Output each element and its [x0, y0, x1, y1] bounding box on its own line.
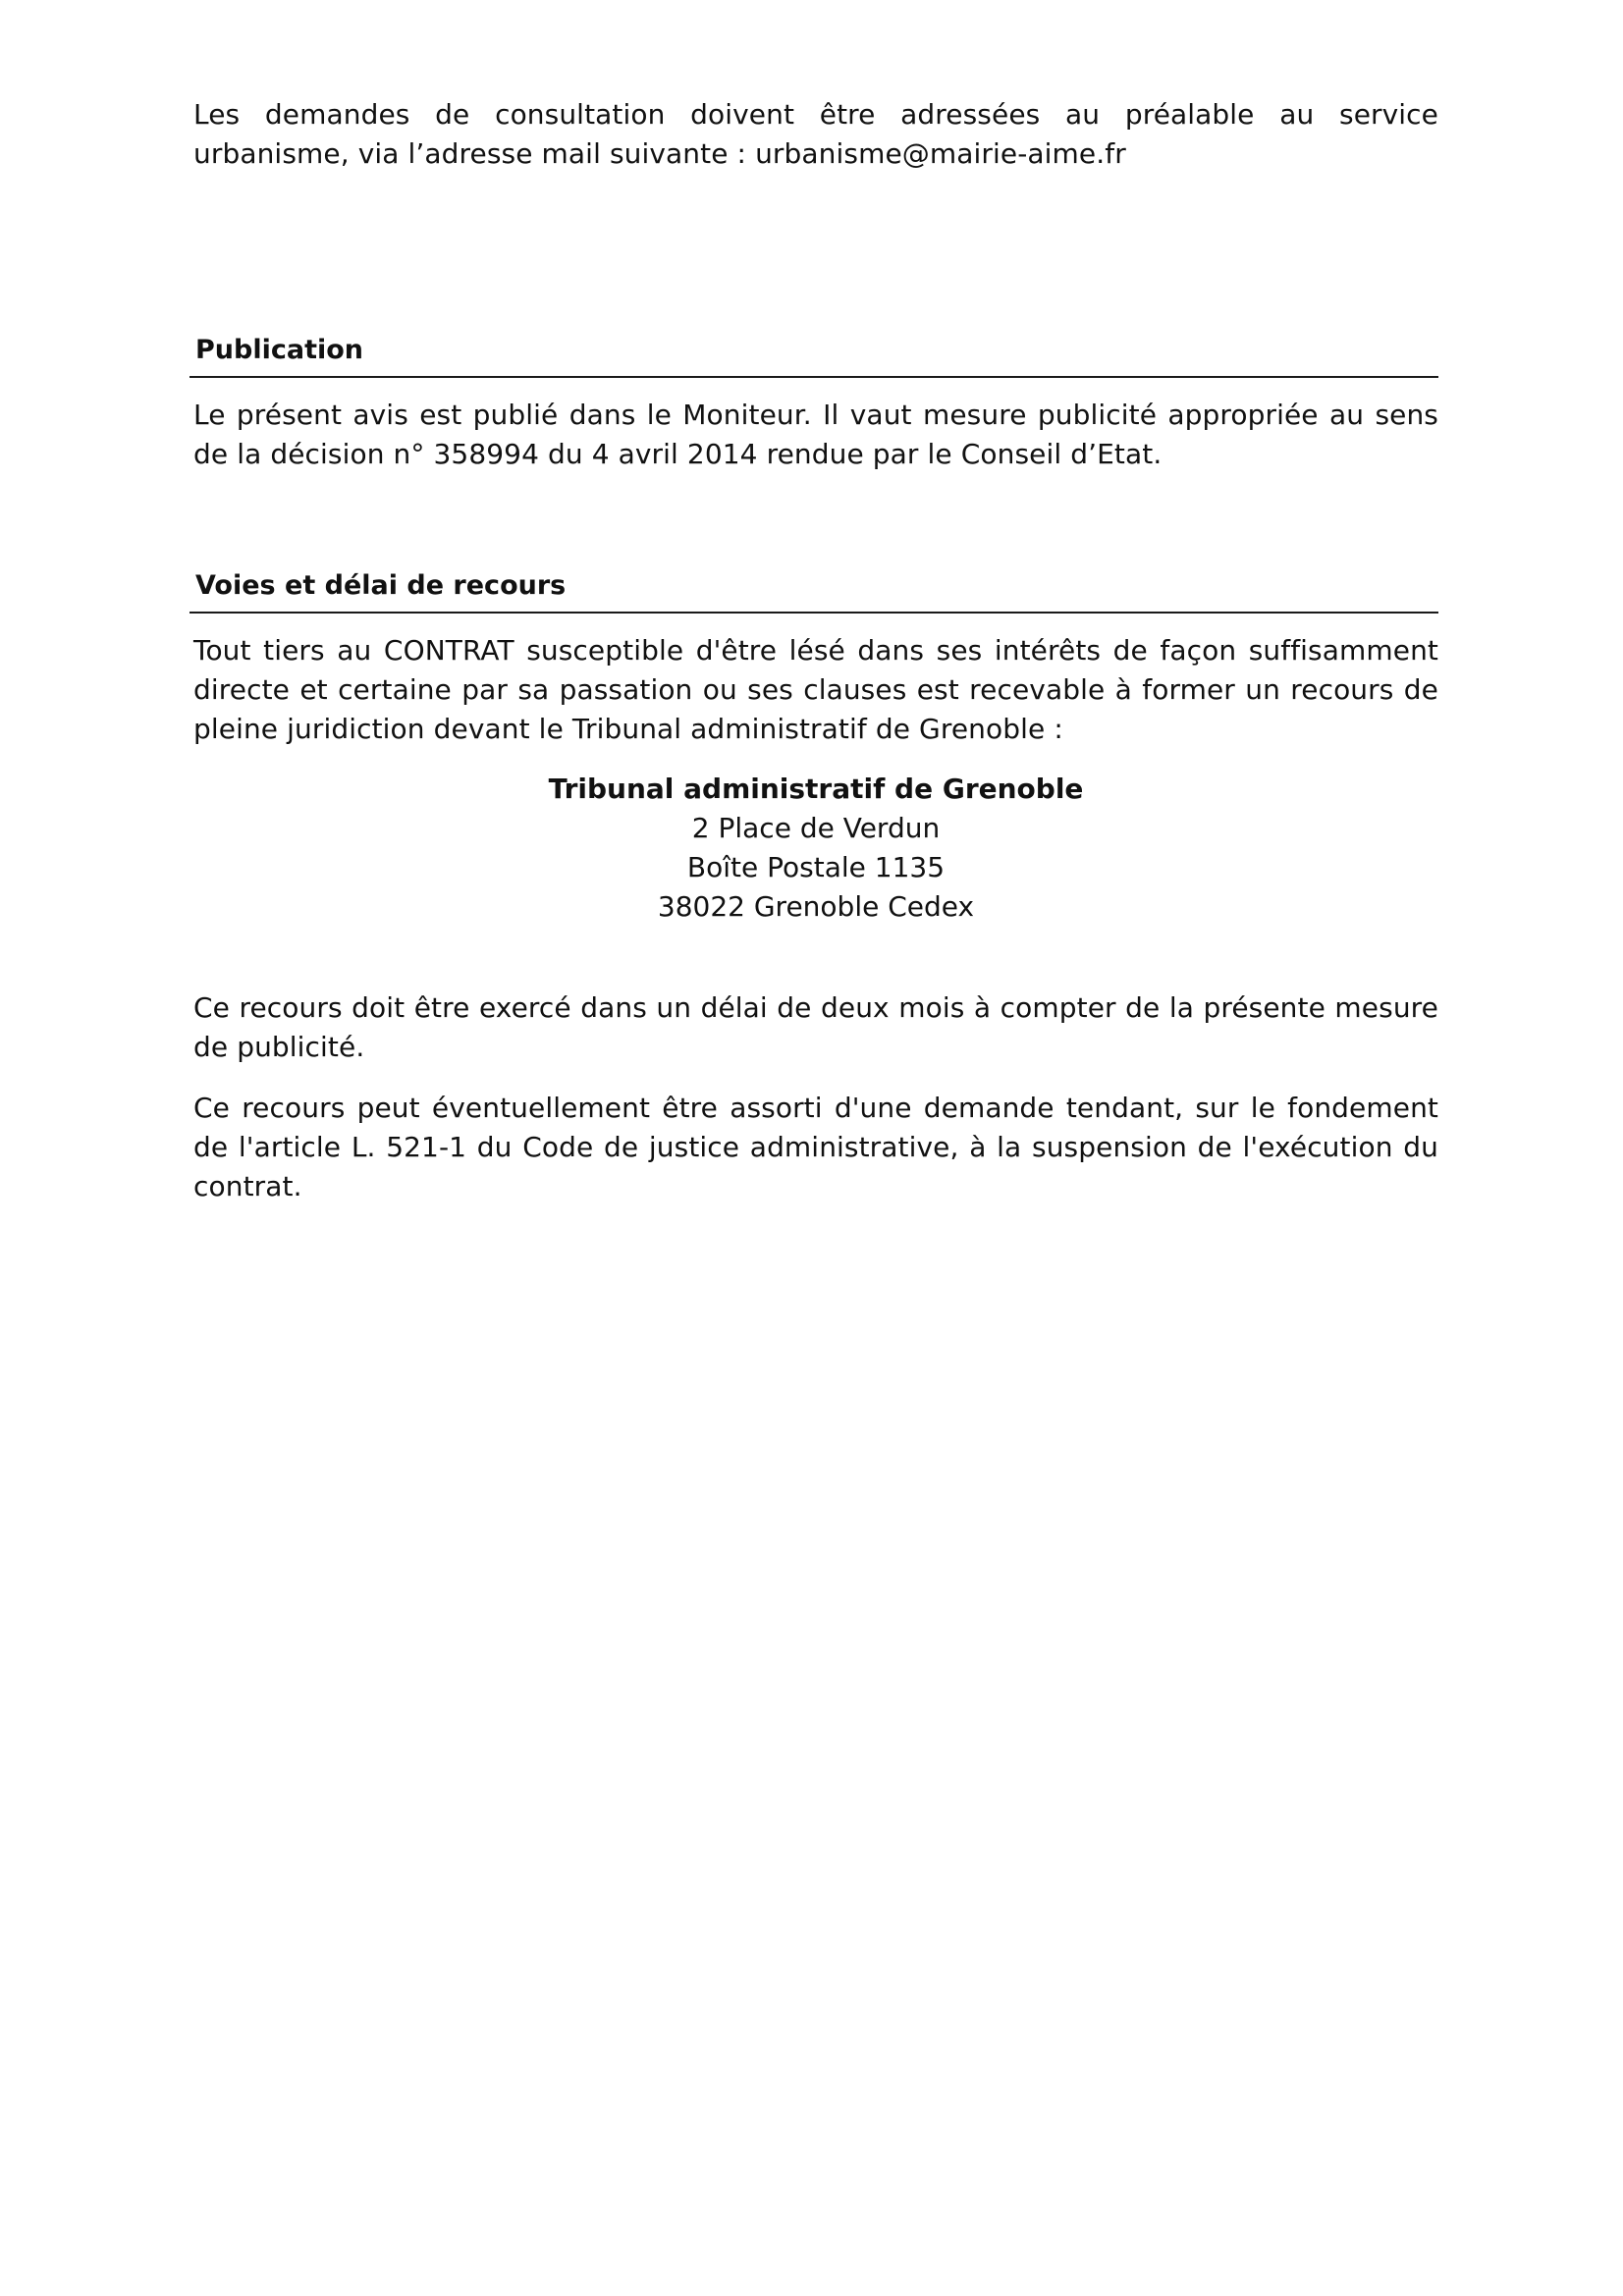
section-divider [189, 376, 1438, 378]
address-line: 2 Place de Verdun [691, 812, 941, 844]
document-body [193, 95, 1438, 1206]
section-title-voies-recours: Voies et délai de recours [195, 570, 567, 601]
section-divider [189, 612, 1438, 614]
tiers-paragraph: Tout tiers au CONTRAT susceptible d'être lésé dans ses intérêts de façon suffisamment directe et certaine par sa passation ou ses clauses est recevable à former un recours de pleine juridiction devant le Tribunal administratif de Grenoble : [193, 634, 1438, 745]
suspension-paragraph: Ce recours peut éventuellement être assorti d'une demande tendant, sur le fondement de l'article L. 521-1 du Code de justice administrative, à la suspension de l'exécution du contrat. [193, 1092, 1438, 1202]
delai-paragraph: Ce recours doit être exercé dans un délai de deux mois à compter de la présente mesure de publicité. [193, 991, 1438, 1063]
tribunal-address [193, 770, 1438, 927]
section-title-publication: Publication [195, 335, 364, 365]
tribunal-name: Tribunal administratif de Grenoble [548, 773, 1084, 805]
address-line: Boîte Postale 1135 [686, 851, 946, 883]
consultation-paragraph: Les demandes de consultation doivent être adressées au préalable au service urbanisme, via l’adresse mail suivante : urbanisme@mairie-aime.fr [193, 98, 1438, 170]
publication-paragraph: Le présent avis est publié dans le Moniteur. Il vaut mesure publicité appropriée au sens de la décision n° 358994 du 4 avril 2014 rendue par le Conseil d’Etat. [193, 399, 1438, 470]
address-line: 38022 Grenoble Cedex [657, 890, 975, 923]
